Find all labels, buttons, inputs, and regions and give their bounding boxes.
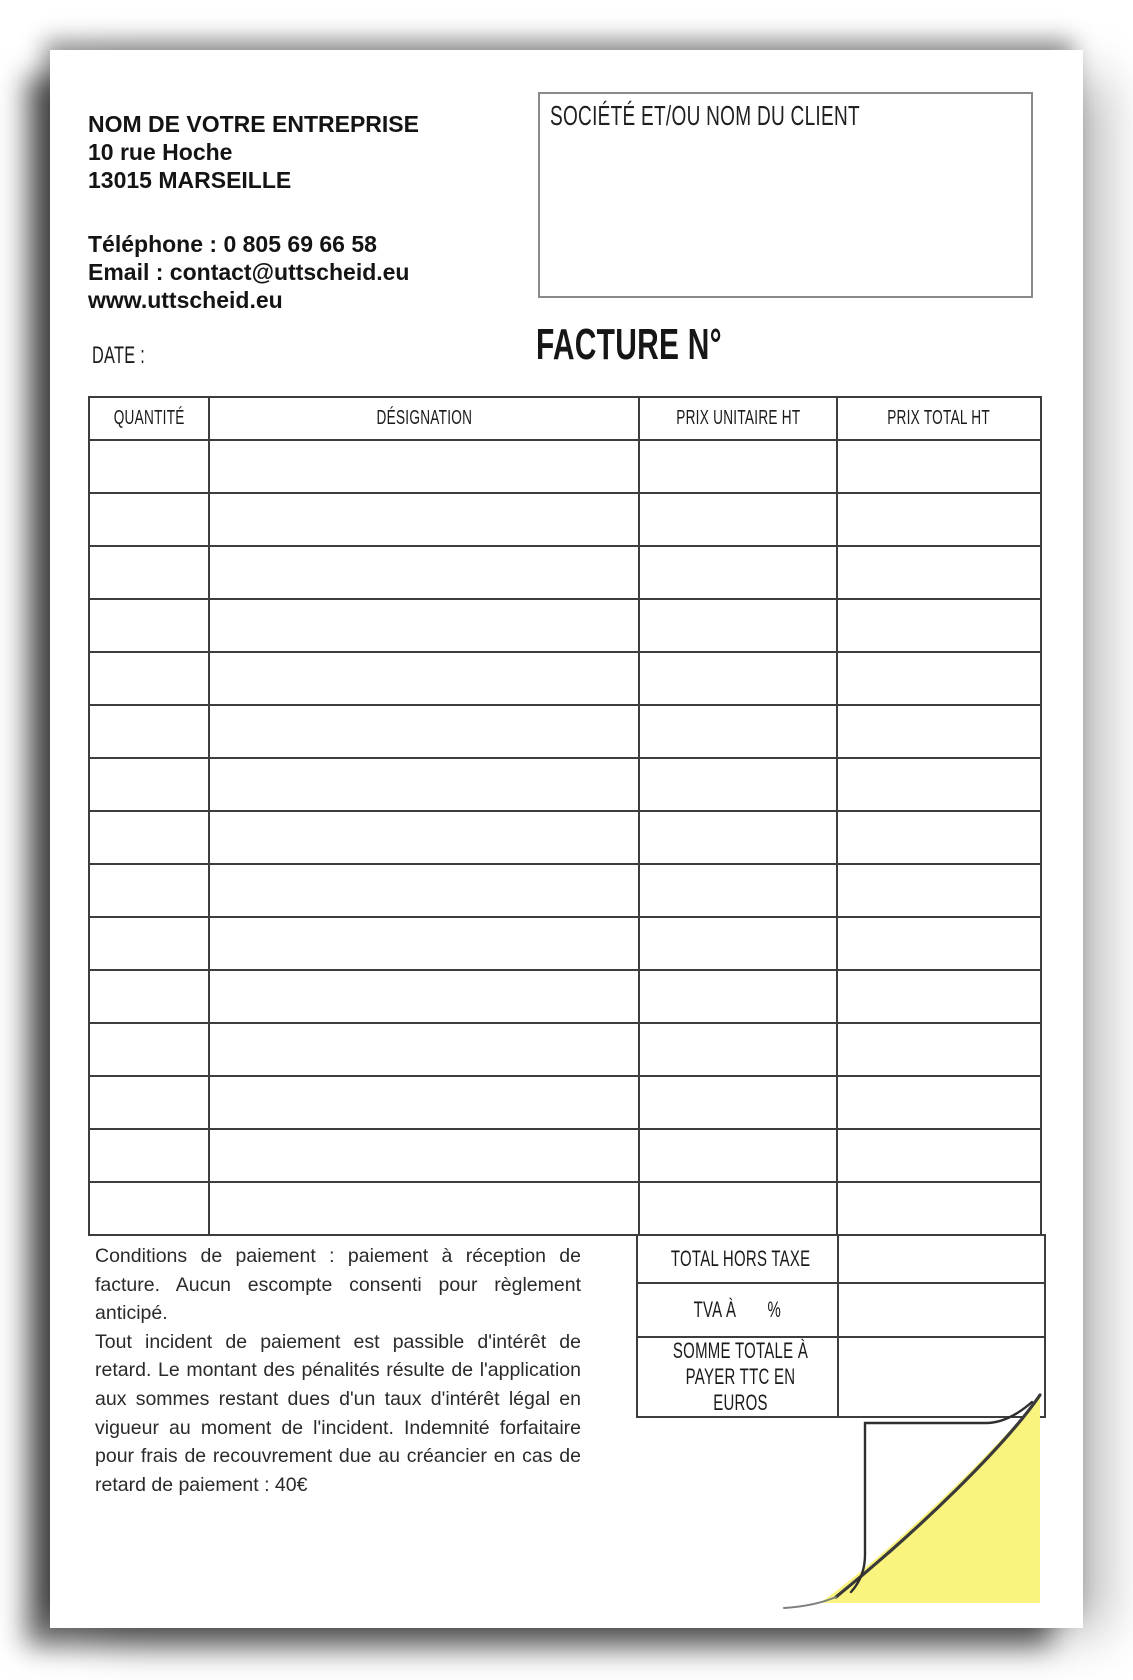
item-cell — [837, 1129, 1041, 1182]
item-cell — [89, 970, 209, 1023]
item-cell — [639, 917, 837, 970]
item-cell — [837, 758, 1041, 811]
item-cell — [837, 440, 1041, 493]
company-email: Email : contact@uttscheid.eu — [88, 259, 410, 285]
item-cell — [89, 599, 209, 652]
item-cell — [837, 917, 1041, 970]
item-cell — [89, 440, 209, 493]
item-cell — [837, 970, 1041, 1023]
items-header-row — [89, 397, 1041, 440]
item-cell — [837, 705, 1041, 758]
item-cell — [209, 864, 639, 917]
item-cell — [837, 493, 1041, 546]
spacer — [88, 194, 419, 230]
item-cell — [209, 1023, 639, 1076]
item-cell — [209, 1182, 639, 1235]
item-cell — [639, 652, 837, 705]
item-cell — [837, 1076, 1041, 1129]
item-cell — [639, 1129, 837, 1182]
total-ht-row — [637, 1235, 1045, 1283]
item-cell — [89, 864, 209, 917]
company-address-line1: 10 rue Hoche — [88, 139, 233, 165]
item-cell — [837, 1023, 1041, 1076]
item-cell — [837, 811, 1041, 864]
item-row — [89, 1129, 1041, 1182]
item-cell — [89, 493, 209, 546]
item-row — [89, 758, 1041, 811]
item-cell — [89, 705, 209, 758]
total-ht-label: TOTAL HORS TAXE — [637, 1235, 838, 1283]
item-row — [89, 546, 1041, 599]
item-cell — [837, 1182, 1041, 1235]
item-cell — [837, 546, 1041, 599]
item-cell — [209, 705, 639, 758]
item-cell — [89, 758, 209, 811]
item-cell — [639, 493, 837, 546]
item-row — [89, 1182, 1041, 1235]
company-address-line2: 13015 MARSEILLE — [88, 167, 292, 193]
client-name-box — [538, 92, 1033, 298]
header-total-price: PRIX TOTAL HT — [837, 397, 1041, 440]
conditions-paragraph-2: Tout incident de paiement est passible d'intérêt de retard. Le montant des pénalités résulte de l'application aux sommes restant dues d'un taux d'intérêt légal en vigueur au moment de l'incident. Indemnité forfaitaire pour frais de recouvrement due au créancier en cas de retard de paiement : 40€ — [95, 1330, 581, 1496]
tva-value — [838, 1283, 1045, 1337]
item-row — [89, 1076, 1041, 1129]
item-row — [89, 705, 1041, 758]
item-cell — [89, 546, 209, 599]
item-cell — [89, 1076, 209, 1129]
item-cell — [837, 652, 1041, 705]
grand-total-label: SOMME TOTALE À PAYER TTC EN EUROS — [637, 1337, 838, 1417]
item-cell — [639, 546, 837, 599]
page-curl-graphic — [775, 1385, 1045, 1620]
payment-conditions — [95, 1242, 581, 1499]
item-cell — [639, 1076, 837, 1129]
item-cell — [209, 599, 639, 652]
item-cell — [209, 1129, 639, 1182]
items-table — [88, 396, 1042, 1236]
item-row — [89, 811, 1041, 864]
item-row — [89, 917, 1041, 970]
item-cell — [89, 811, 209, 864]
item-cell — [639, 970, 837, 1023]
items-body — [89, 440, 1041, 1235]
item-row — [89, 493, 1041, 546]
copy-sheet-fold — [820, 1397, 1040, 1603]
date-label: DATE : — [92, 342, 146, 369]
item-cell — [209, 493, 639, 546]
item-cell — [639, 440, 837, 493]
item-row — [89, 599, 1041, 652]
item-cell — [209, 652, 639, 705]
item-cell — [209, 917, 639, 970]
item-cell — [209, 1076, 639, 1129]
item-cell — [209, 546, 639, 599]
client-box-label: SOCIÉTÉ ET/OU NOM DU CLIENT — [550, 100, 860, 131]
item-cell — [89, 1023, 209, 1076]
tva-row — [637, 1283, 1045, 1337]
item-cell — [209, 440, 639, 493]
item-cell — [209, 758, 639, 811]
conditions-paragraph-1: Conditions de paiement : paiement à réception de facture. Aucun escompte consenti pour règlement anticipé. — [95, 1245, 581, 1325]
item-cell — [89, 652, 209, 705]
company-info-block — [88, 110, 419, 314]
header-designation: DÉSIGNATION — [209, 397, 639, 440]
item-cell — [639, 811, 837, 864]
invoice-sheet — [50, 50, 1083, 1628]
item-cell — [837, 864, 1041, 917]
item-cell — [639, 758, 837, 811]
date-field — [92, 342, 170, 370]
total-ht-value — [838, 1235, 1045, 1283]
company-name: NOM DE VOTRE ENTREPRISE — [88, 111, 419, 137]
header-quantity: QUANTITÉ — [89, 397, 209, 440]
item-cell — [89, 1129, 209, 1182]
item-row — [89, 970, 1041, 1023]
item-row — [89, 440, 1041, 493]
item-row — [89, 864, 1041, 917]
item-cell — [89, 1182, 209, 1235]
item-cell — [639, 1023, 837, 1076]
item-cell — [209, 970, 639, 1023]
item-cell — [639, 1182, 837, 1235]
item-cell — [89, 917, 209, 970]
invoice-title: FACTURE N° — [536, 320, 722, 369]
item-cell — [639, 705, 837, 758]
item-row — [89, 652, 1041, 705]
item-cell — [639, 864, 837, 917]
company-phone: Téléphone : 0 805 69 66 58 — [88, 231, 377, 257]
item-row — [89, 1023, 1041, 1076]
item-cell — [639, 599, 837, 652]
tva-label: TVA À % — [637, 1283, 838, 1337]
item-cell — [837, 599, 1041, 652]
item-cell — [209, 811, 639, 864]
percent-sign: % — [767, 1297, 782, 1322]
company-website: www.uttscheid.eu — [88, 287, 283, 313]
header-unit-price: PRIX UNITAIRE HT — [639, 397, 837, 440]
